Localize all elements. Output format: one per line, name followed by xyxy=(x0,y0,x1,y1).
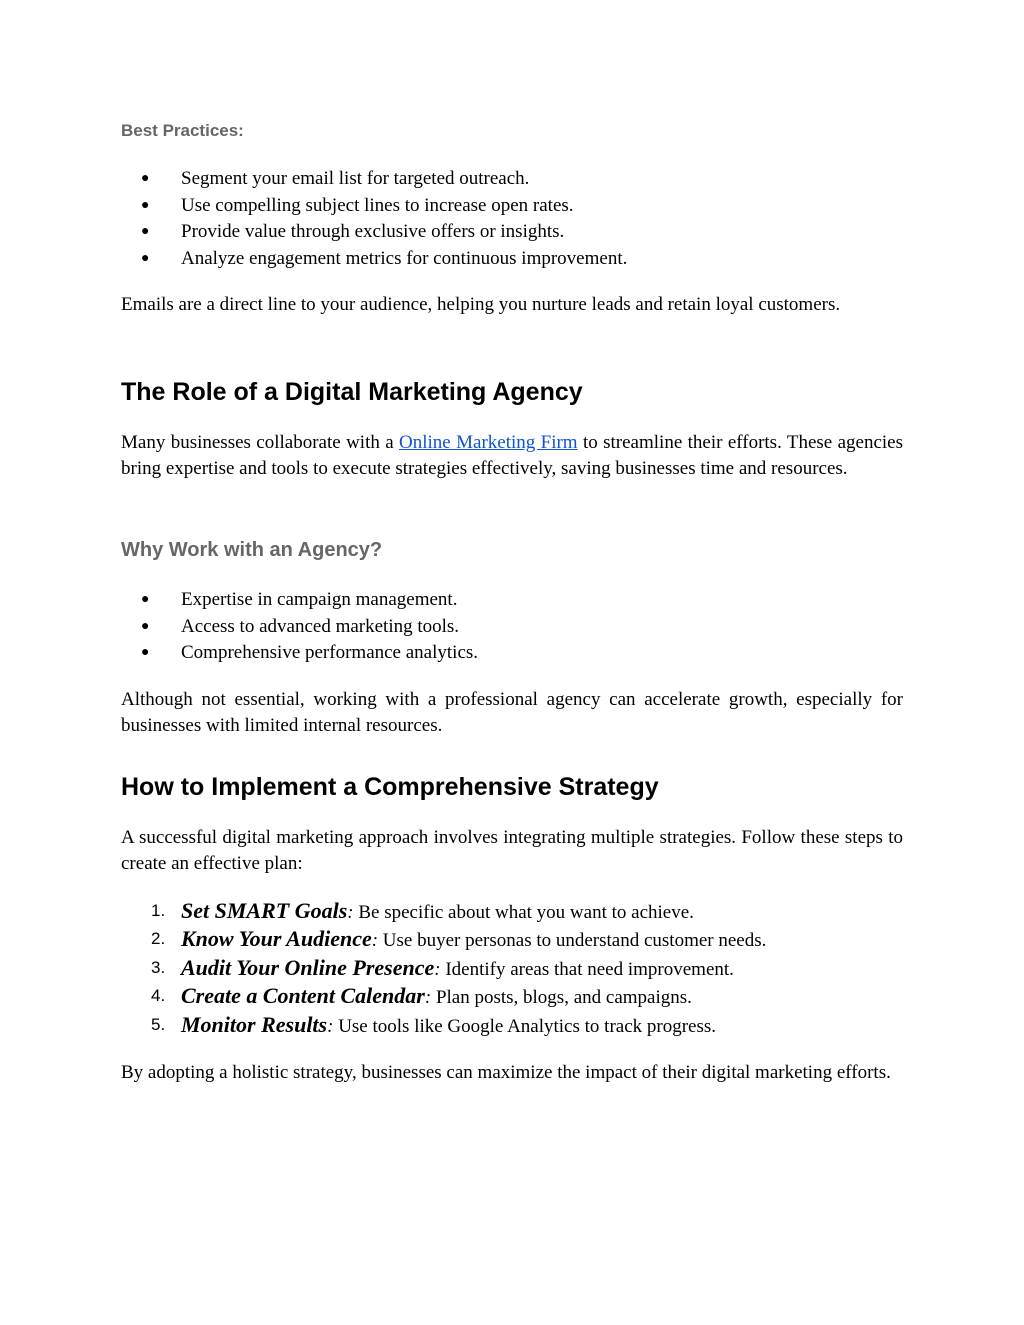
strategy-intro: A successful digital marketing approach involves integrating multiple strategies. Follow these steps to create an effective plan: xyxy=(121,827,903,875)
online-marketing-firm-link[interactable]: Online Marketing Firm xyxy=(399,432,578,453)
bullet-icon: ● xyxy=(141,224,150,240)
bullet-icon: ● xyxy=(141,197,150,213)
list-item: ● Provide value through exclusive offers or insights. xyxy=(121,219,903,246)
bullet-icon: ● xyxy=(141,250,150,266)
list-item: 3. Audit Your Online Presence: Identify areas that need improvement. xyxy=(151,954,734,980)
list-item: ● Expertise in campaign management. xyxy=(121,587,903,614)
list-item: 2. Know Your Audience: Use buyer personas to understand customer needs. xyxy=(151,926,767,952)
bullet-icon: ● xyxy=(141,592,150,607)
bullet-icon: ● xyxy=(141,645,150,661)
bullet-icon: ● xyxy=(141,171,150,186)
agency-section-title: The Role of a Digital Marketing Agency xyxy=(121,378,583,406)
agency-subheading: Why Work with an Agency? xyxy=(121,539,383,561)
list-item: 4. Create a Content Calendar: Plan posts, blogs, and campaigns. xyxy=(151,983,692,1009)
agency-closing: Although not essential, working with a professional agency can accelerate growth, especially for businesses with limited internal resources. xyxy=(121,689,903,737)
list-item: 5. Monitor Results: Use tools like Google Analytics to track progress. xyxy=(151,1011,717,1037)
list-item: 1. Set SMART Goals: Be specific about what you want to achieve. xyxy=(151,898,694,923)
list-item: ● Access to advanced marketing tools. xyxy=(121,614,903,641)
strategy-section-title: How to Implement a Comprehensive Strategy xyxy=(121,773,659,801)
agency-benefits-list xyxy=(121,587,903,667)
strategy-closing: By adopting a holistic strategy, businesses can maximize the impact of their digital marketing efforts. xyxy=(121,1062,891,1083)
agency-intro-paragraph: Many businesses collaborate with a Online Marketing Firm to streamline their efforts. These agencies bring expertise and tools to execute strategies effectively, saving businesses time and resources. xyxy=(121,432,903,480)
list-item: ● Comprehensive performance analytics. xyxy=(121,640,903,667)
list-item: ● Use compelling subject lines to increase open rates. xyxy=(121,193,903,220)
best-practices-heading: Best Practices: xyxy=(121,121,244,140)
bullet-icon: ● xyxy=(141,618,150,634)
list-item: ● Segment your email list for targeted outreach. xyxy=(121,166,903,193)
best-practices-list xyxy=(121,166,903,272)
best-practices-closing: Emails are a direct line to your audience, helping you nurture leads and retain loyal customers. xyxy=(121,294,841,315)
list-item: ● Analyze engagement metrics for continuous improvement. xyxy=(121,246,903,273)
strategy-steps-list xyxy=(121,897,903,1039)
